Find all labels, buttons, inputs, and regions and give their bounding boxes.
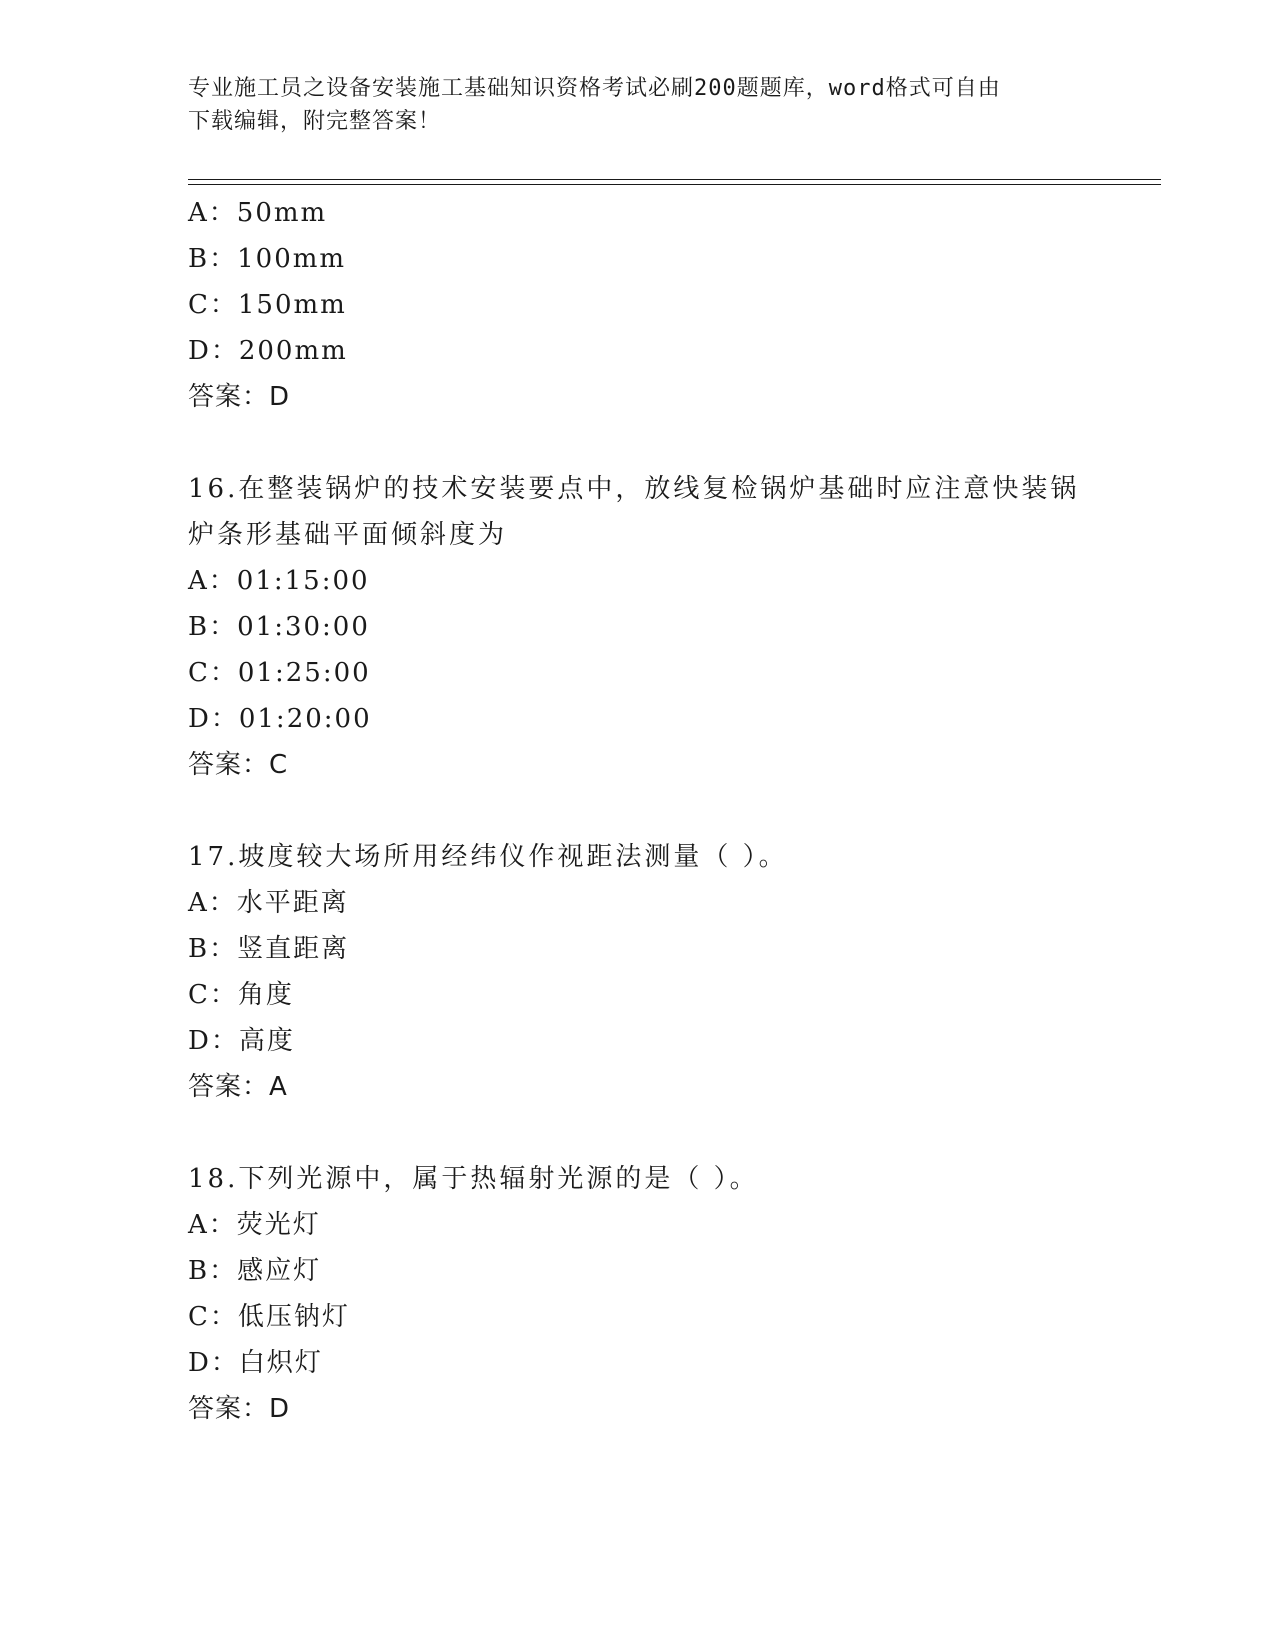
- option-d: D：200mm: [188, 336, 348, 366]
- option-b: B：感应灯: [188, 1256, 322, 1286]
- option-c: C：角度: [188, 980, 294, 1010]
- header-line-2: 下载编辑，附完整答案！: [188, 109, 442, 134]
- header-line-1: 专业施工员之设备安装施工基础知识资格考试必刷200题题库，word格式可自由: [188, 76, 1001, 101]
- option-b: B：01:30:00: [188, 612, 370, 642]
- question-title-continued: 炉条形基础平面倾斜度为: [188, 520, 508, 550]
- option-a: A：荧光灯: [188, 1210, 321, 1240]
- option-c: C：01:25:00: [188, 658, 371, 688]
- header-rule-bottom: [188, 184, 1161, 185]
- question-block-18: [188, 1156, 1088, 1432]
- answer-line: 答案：D: [188, 382, 291, 412]
- option-d: D：01:20:00: [188, 704, 372, 734]
- spacer: [188, 420, 1088, 466]
- spacer: [188, 1110, 1088, 1156]
- question-title: 18.下列光源中，属于热辐射光源的是（ ）。: [188, 1164, 759, 1194]
- question-block-17: [188, 834, 1088, 1110]
- option-d: D：白炽灯: [188, 1348, 323, 1378]
- option-a: A：01:15:00: [188, 566, 370, 596]
- answer-line: 答案：D: [188, 1394, 291, 1424]
- option-c: C：150mm: [188, 290, 347, 320]
- question-list: [188, 190, 1088, 1432]
- spacer: [188, 788, 1088, 834]
- option-b: B：100mm: [188, 244, 347, 274]
- option-a: A：50mm: [188, 198, 328, 228]
- option-b: B：竖直距离: [188, 934, 350, 964]
- header-rule-top: [188, 179, 1161, 180]
- question-block-prev: [188, 190, 1088, 420]
- answer-line: 答案：A: [188, 1072, 288, 1102]
- question-title: 17.坡度较大场所用经纬仪作视距法测量（ ）。: [188, 842, 788, 872]
- question-title: 16.在整装锅炉的技术安装要点中，放线复检锅炉基础时应注意快装锅: [188, 474, 1080, 504]
- question-block-16: [188, 466, 1088, 788]
- document-header: [188, 72, 1088, 138]
- option-a: A：水平距离: [188, 888, 349, 918]
- option-d: D：高度: [188, 1026, 295, 1056]
- answer-line: 答案：C: [188, 750, 289, 780]
- option-c: C：低压钠灯: [188, 1302, 350, 1332]
